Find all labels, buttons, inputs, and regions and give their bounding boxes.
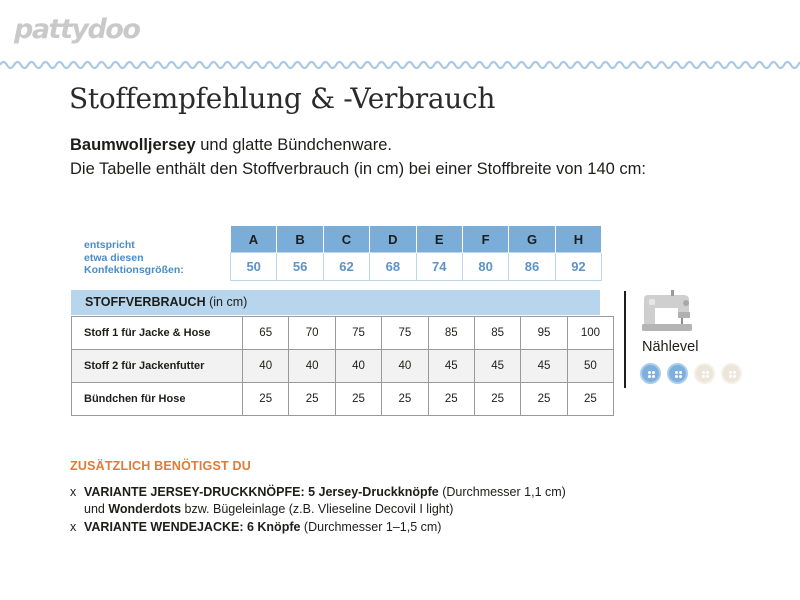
size-letter: C: [323, 226, 369, 253]
table-cell: 25: [521, 383, 567, 416]
table-cell: 45: [428, 350, 474, 383]
fabric-table: [71, 316, 614, 416]
item-bold: Wonderdots: [108, 501, 182, 516]
size-letter: H: [555, 226, 601, 253]
size-table: [230, 226, 602, 281]
size-letter: E: [416, 226, 462, 253]
size-number: 86: [509, 253, 555, 281]
size-number-row: [231, 253, 602, 281]
table-cell: 25: [243, 383, 289, 416]
intro-line-2: Die Tabelle enthält den Stoffverbrauch (in cm) bei einer Stoffbreite von 140 cm:: [70, 160, 646, 178]
size-number: 62: [323, 253, 369, 281]
size-letter: A: [231, 226, 277, 253]
table-cell: 25: [335, 383, 381, 416]
table-cell: 40: [335, 350, 381, 383]
table-cell: 25: [474, 383, 520, 416]
item-text: bzw. Bügeleinlage (z.B. Vlieseline Decovil I light): [181, 501, 454, 516]
table-row: [72, 383, 614, 416]
size-letter: G: [509, 226, 555, 253]
table-cell: 75: [382, 317, 428, 350]
table-cell: 40: [289, 350, 335, 383]
table-cell: 40: [382, 350, 428, 383]
table-cell: 70: [289, 317, 335, 350]
item-text: (Durchmesser 1,1 cm): [438, 485, 566, 499]
fabric-type-rest: und glatte Bündchenware.: [195, 136, 392, 154]
size-label: [84, 239, 184, 277]
row-label: Stoff 2 für Jackenfutter: [72, 350, 243, 383]
wave-divider: [0, 56, 800, 74]
size-label-line: Konfektionsgrößen:: [84, 264, 184, 276]
table-cell: 50: [567, 350, 613, 383]
fabric-table-header-unit: (in cm): [205, 295, 248, 309]
size-letter-row: [231, 226, 602, 253]
table-row: [72, 317, 614, 350]
intro-text: [70, 133, 646, 181]
size-letter: D: [370, 226, 416, 253]
table-cell: 25: [382, 383, 428, 416]
list-item: [70, 484, 566, 517]
table-cell: 25: [567, 383, 613, 416]
table-cell: 85: [474, 317, 520, 350]
sewing-level-rating: [640, 363, 742, 384]
table-cell: 40: [243, 350, 289, 383]
size-label-line: etwa diesen: [84, 251, 144, 264]
additional-title: ZUSÄTZLICH BENÖTIGST DU: [70, 459, 251, 473]
bullet: x: [70, 520, 77, 534]
table-cell: 25: [289, 383, 335, 416]
bullet: x: [70, 485, 77, 499]
item-text: (Durchmesser 1–1,5 cm): [300, 520, 442, 534]
size-number: 74: [416, 253, 462, 281]
level-button-icon: [640, 363, 661, 384]
size-number: 68: [370, 253, 416, 281]
sewing-machine-icon: [640, 288, 696, 334]
row-label: Stoff 1 für Jacke & Hose: [72, 317, 243, 350]
level-divider: [624, 291, 626, 388]
row-label: Bündchen für Hose: [72, 383, 243, 416]
size-label-line: entspricht: [84, 239, 135, 251]
table-cell: 100: [567, 317, 613, 350]
sewing-level-label: Nählevel: [642, 339, 699, 355]
fabric-type: Baumwolljersey: [70, 136, 196, 154]
table-cell: 45: [521, 350, 567, 383]
size-letter: B: [277, 226, 323, 253]
size-number: 80: [462, 253, 508, 281]
level-button-icon: [694, 363, 715, 384]
fabric-table-header-bold: STOFFVERBRAUCH: [85, 295, 206, 309]
table-cell: 85: [428, 317, 474, 350]
additional-list: [70, 484, 566, 538]
item-bold: VARIANTE WENDEJACKE: 6 Knöpfe: [84, 520, 301, 534]
fabric-table-header: [71, 290, 600, 315]
table-cell: 45: [474, 350, 520, 383]
table-cell: 25: [428, 383, 474, 416]
table-cell: 95: [521, 317, 567, 350]
list-item: [70, 519, 566, 536]
table-row: [72, 350, 614, 383]
size-number: 50: [231, 253, 277, 281]
page-title: Stoffempfehlung & -Verbrauch: [69, 82, 496, 115]
level-button-icon: [667, 363, 688, 384]
size-number: 92: [555, 253, 601, 281]
pattydoo-logo: pattydoo: [14, 14, 140, 45]
table-cell: 65: [243, 317, 289, 350]
size-letter: F: [462, 226, 508, 253]
item-bold: VARIANTE JERSEY-DRUCKKNÖPFE: 5 Jersey-Druckknöpfe: [84, 485, 439, 499]
table-cell: 75: [335, 317, 381, 350]
level-button-icon: [721, 363, 742, 384]
item-text: und: [84, 501, 109, 516]
size-number: 56: [277, 253, 323, 281]
